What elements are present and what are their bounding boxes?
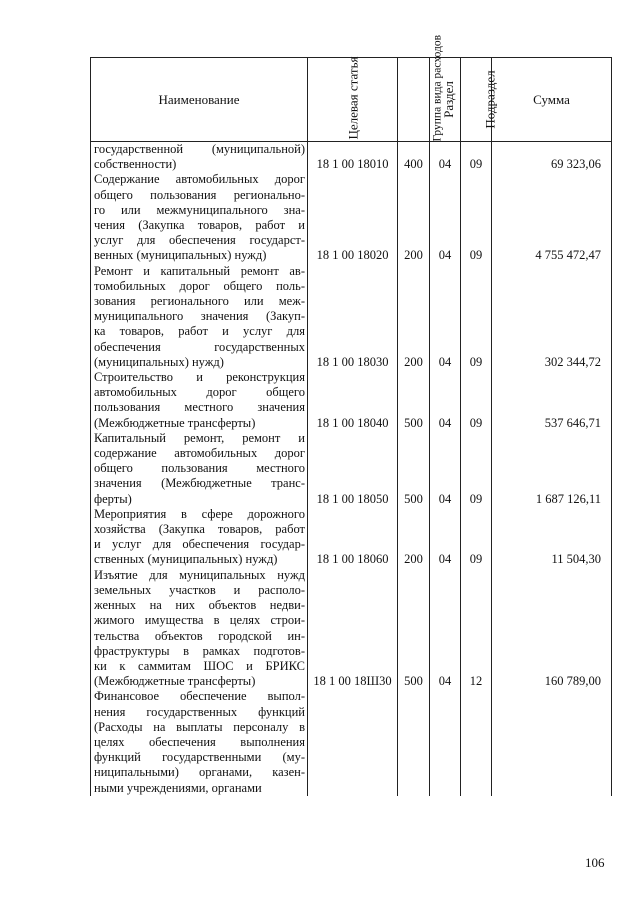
row-name-line: ственных (муниципальных) нужд) — [94, 552, 278, 567]
header-name: Наименование — [91, 58, 308, 142]
row-name-cell — [91, 568, 308, 690]
row-subsection: 09 — [461, 507, 492, 568]
table-row — [91, 264, 612, 370]
row-name-line: Содержание автомобильных дорог — [94, 172, 305, 187]
table-header-row — [91, 58, 612, 142]
row-target-item: 18 1 00 18010 — [308, 142, 398, 173]
row-name-line: женных на них объектов недви- — [94, 598, 305, 613]
row-subsection: 09 — [461, 370, 492, 431]
row-name-line: земельных участков и располо- — [94, 582, 305, 597]
budget-table — [90, 34, 612, 796]
row-name-line: венных (муниципальных) нужд) — [94, 248, 267, 263]
row-name-line: (Межбюджетные трансферты) — [94, 674, 256, 689]
row-expense-group — [398, 689, 430, 795]
row-expense-group: 500 — [398, 568, 430, 690]
row-name-line: Капитальный ремонт, ремонт и — [94, 430, 305, 445]
row-name-line: ными учреждениями, органами — [94, 780, 262, 795]
row-name-line: чения (Закупка товаров, работ и — [94, 218, 305, 233]
row-subsection: 12 — [461, 568, 492, 690]
table-row — [91, 142, 612, 173]
row-subsection: 09 — [461, 172, 492, 263]
row-name-line: жимого имущества в целях строи- — [94, 613, 305, 628]
row-amount: 160 789,00 — [492, 568, 612, 690]
row-target-item: 18 1 00 18050 — [308, 431, 398, 507]
row-amount: 537 646,71 — [492, 370, 612, 431]
row-name-cell — [91, 507, 308, 568]
row-name-line: Финансовое обеспечение выпол- — [94, 689, 305, 704]
row-name-line: общего пользования регионально- — [94, 187, 305, 202]
row-name-line: общего пользования местного — [94, 461, 305, 476]
row-name-line: ка товаров, работ и услуг для — [94, 324, 305, 339]
row-name-line: услуг для обеспечения государст- — [94, 233, 305, 248]
row-name-cell — [91, 689, 308, 795]
row-name-line: Строительство и реконструкция — [94, 370, 305, 385]
row-name-line: и услуг для обеспечения государ- — [94, 537, 305, 552]
header-amount: Сумма — [492, 58, 612, 142]
row-expense-group: 500 — [398, 370, 430, 431]
row-target-item: 18 1 00 18020 — [308, 172, 398, 263]
row-name-line: зования регионального или меж- — [94, 294, 305, 309]
row-amount — [492, 689, 612, 795]
row-section: 04 — [430, 431, 461, 507]
row-target-item: 18 1 00 18060 — [308, 507, 398, 568]
row-amount: 1 687 126,11 — [492, 431, 612, 507]
table-body — [91, 142, 612, 796]
row-amount: 11 504,30 — [492, 507, 612, 568]
row-amount: 69 323,06 — [492, 142, 612, 173]
row-name-line: Изъятие для муниципальных нужд — [94, 567, 305, 582]
row-expense-group: 500 — [398, 431, 430, 507]
table-row — [91, 431, 612, 507]
row-section: 04 — [430, 264, 461, 370]
row-name-line: целях обеспечения выполнения — [94, 734, 305, 749]
header-expense-group: Группа вида расходов — [398, 58, 430, 142]
row-expense-group: 200 — [398, 264, 430, 370]
row-name-line: пользования местного значения — [94, 400, 305, 415]
row-name-line: (Межбюджетные трансферты) — [94, 415, 256, 430]
row-name-line: нения государственных функций — [94, 704, 305, 719]
row-subsection — [461, 689, 492, 795]
row-name-line: (муниципальных) нужд) — [94, 354, 224, 369]
table-row — [91, 568, 612, 690]
table-row — [91, 507, 612, 568]
row-section: 04 — [430, 370, 461, 431]
row-subsection: 09 — [461, 142, 492, 173]
row-target-item: 18 1 00 18Ш30 — [308, 568, 398, 690]
row-name-line: обеспечения государственных — [94, 339, 305, 354]
row-subsection: 09 — [461, 264, 492, 370]
row-section: 04 — [430, 507, 461, 568]
row-name-line: Ремонт и капитальный ремонт ав- — [94, 263, 305, 278]
row-section — [430, 689, 461, 795]
page-number: 106 — [585, 855, 605, 870]
row-expense-group: 200 — [398, 172, 430, 263]
row-subsection: 09 — [461, 431, 492, 507]
row-amount: 4 755 472,47 — [492, 172, 612, 263]
row-name-line: го или межмуниципального зна- — [94, 202, 305, 217]
row-name-line: ферты) — [94, 491, 132, 506]
table-row — [91, 370, 612, 431]
row-name-line: (Расходы на выплаты персоналу в — [94, 719, 305, 734]
row-target-item: 18 1 00 18030 — [308, 264, 398, 370]
header-target-item: Целевая статья — [308, 58, 398, 142]
row-name-line: фраструктуры в рамках подготов- — [94, 643, 305, 658]
header-subsection: Подраздел — [461, 58, 492, 142]
row-amount: 302 344,72 — [492, 264, 612, 370]
row-name-line: Мероприятия в сфере дорожного — [94, 506, 305, 521]
row-name-line: содержание автомобильных дорог — [94, 446, 305, 461]
row-name-line: функций государственными (му- — [94, 750, 305, 765]
row-name-line: ниципальными) органами, казен- — [94, 765, 305, 780]
row-target-item: 18 1 00 18040 — [308, 370, 398, 431]
row-name-line: собственности) — [94, 157, 177, 172]
row-name-line: хозяйства (Закупка товаров, работ — [94, 522, 305, 537]
row-name-line: государственной (муниципальной) — [94, 142, 305, 156]
row-name-cell — [91, 264, 308, 370]
row-name-cell — [91, 172, 308, 263]
table-row — [91, 689, 612, 795]
header-section: Раздел — [430, 58, 461, 142]
row-name-line: значения (Межбюджетные транс- — [94, 476, 305, 491]
row-name-line: томобильных дорог общего поль- — [94, 278, 305, 293]
row-expense-group: 200 — [398, 507, 430, 568]
row-name-line: автомобильных дорог общего — [94, 385, 305, 400]
row-name-cell — [91, 431, 308, 507]
row-section: 04 — [430, 172, 461, 263]
row-name-cell — [91, 370, 308, 431]
table-row — [91, 172, 612, 263]
row-expense-group: 400 — [398, 142, 430, 173]
row-section: 04 — [430, 568, 461, 690]
row-name-cell — [91, 142, 308, 173]
row-name-line: тельства объектов городской ин- — [94, 628, 305, 643]
row-section: 04 — [430, 142, 461, 173]
row-name-line: ки к саммитам ШОС и БРИКС — [94, 658, 305, 673]
row-name-line: муниципального значения (Закуп- — [94, 309, 305, 324]
row-target-item — [308, 689, 398, 795]
